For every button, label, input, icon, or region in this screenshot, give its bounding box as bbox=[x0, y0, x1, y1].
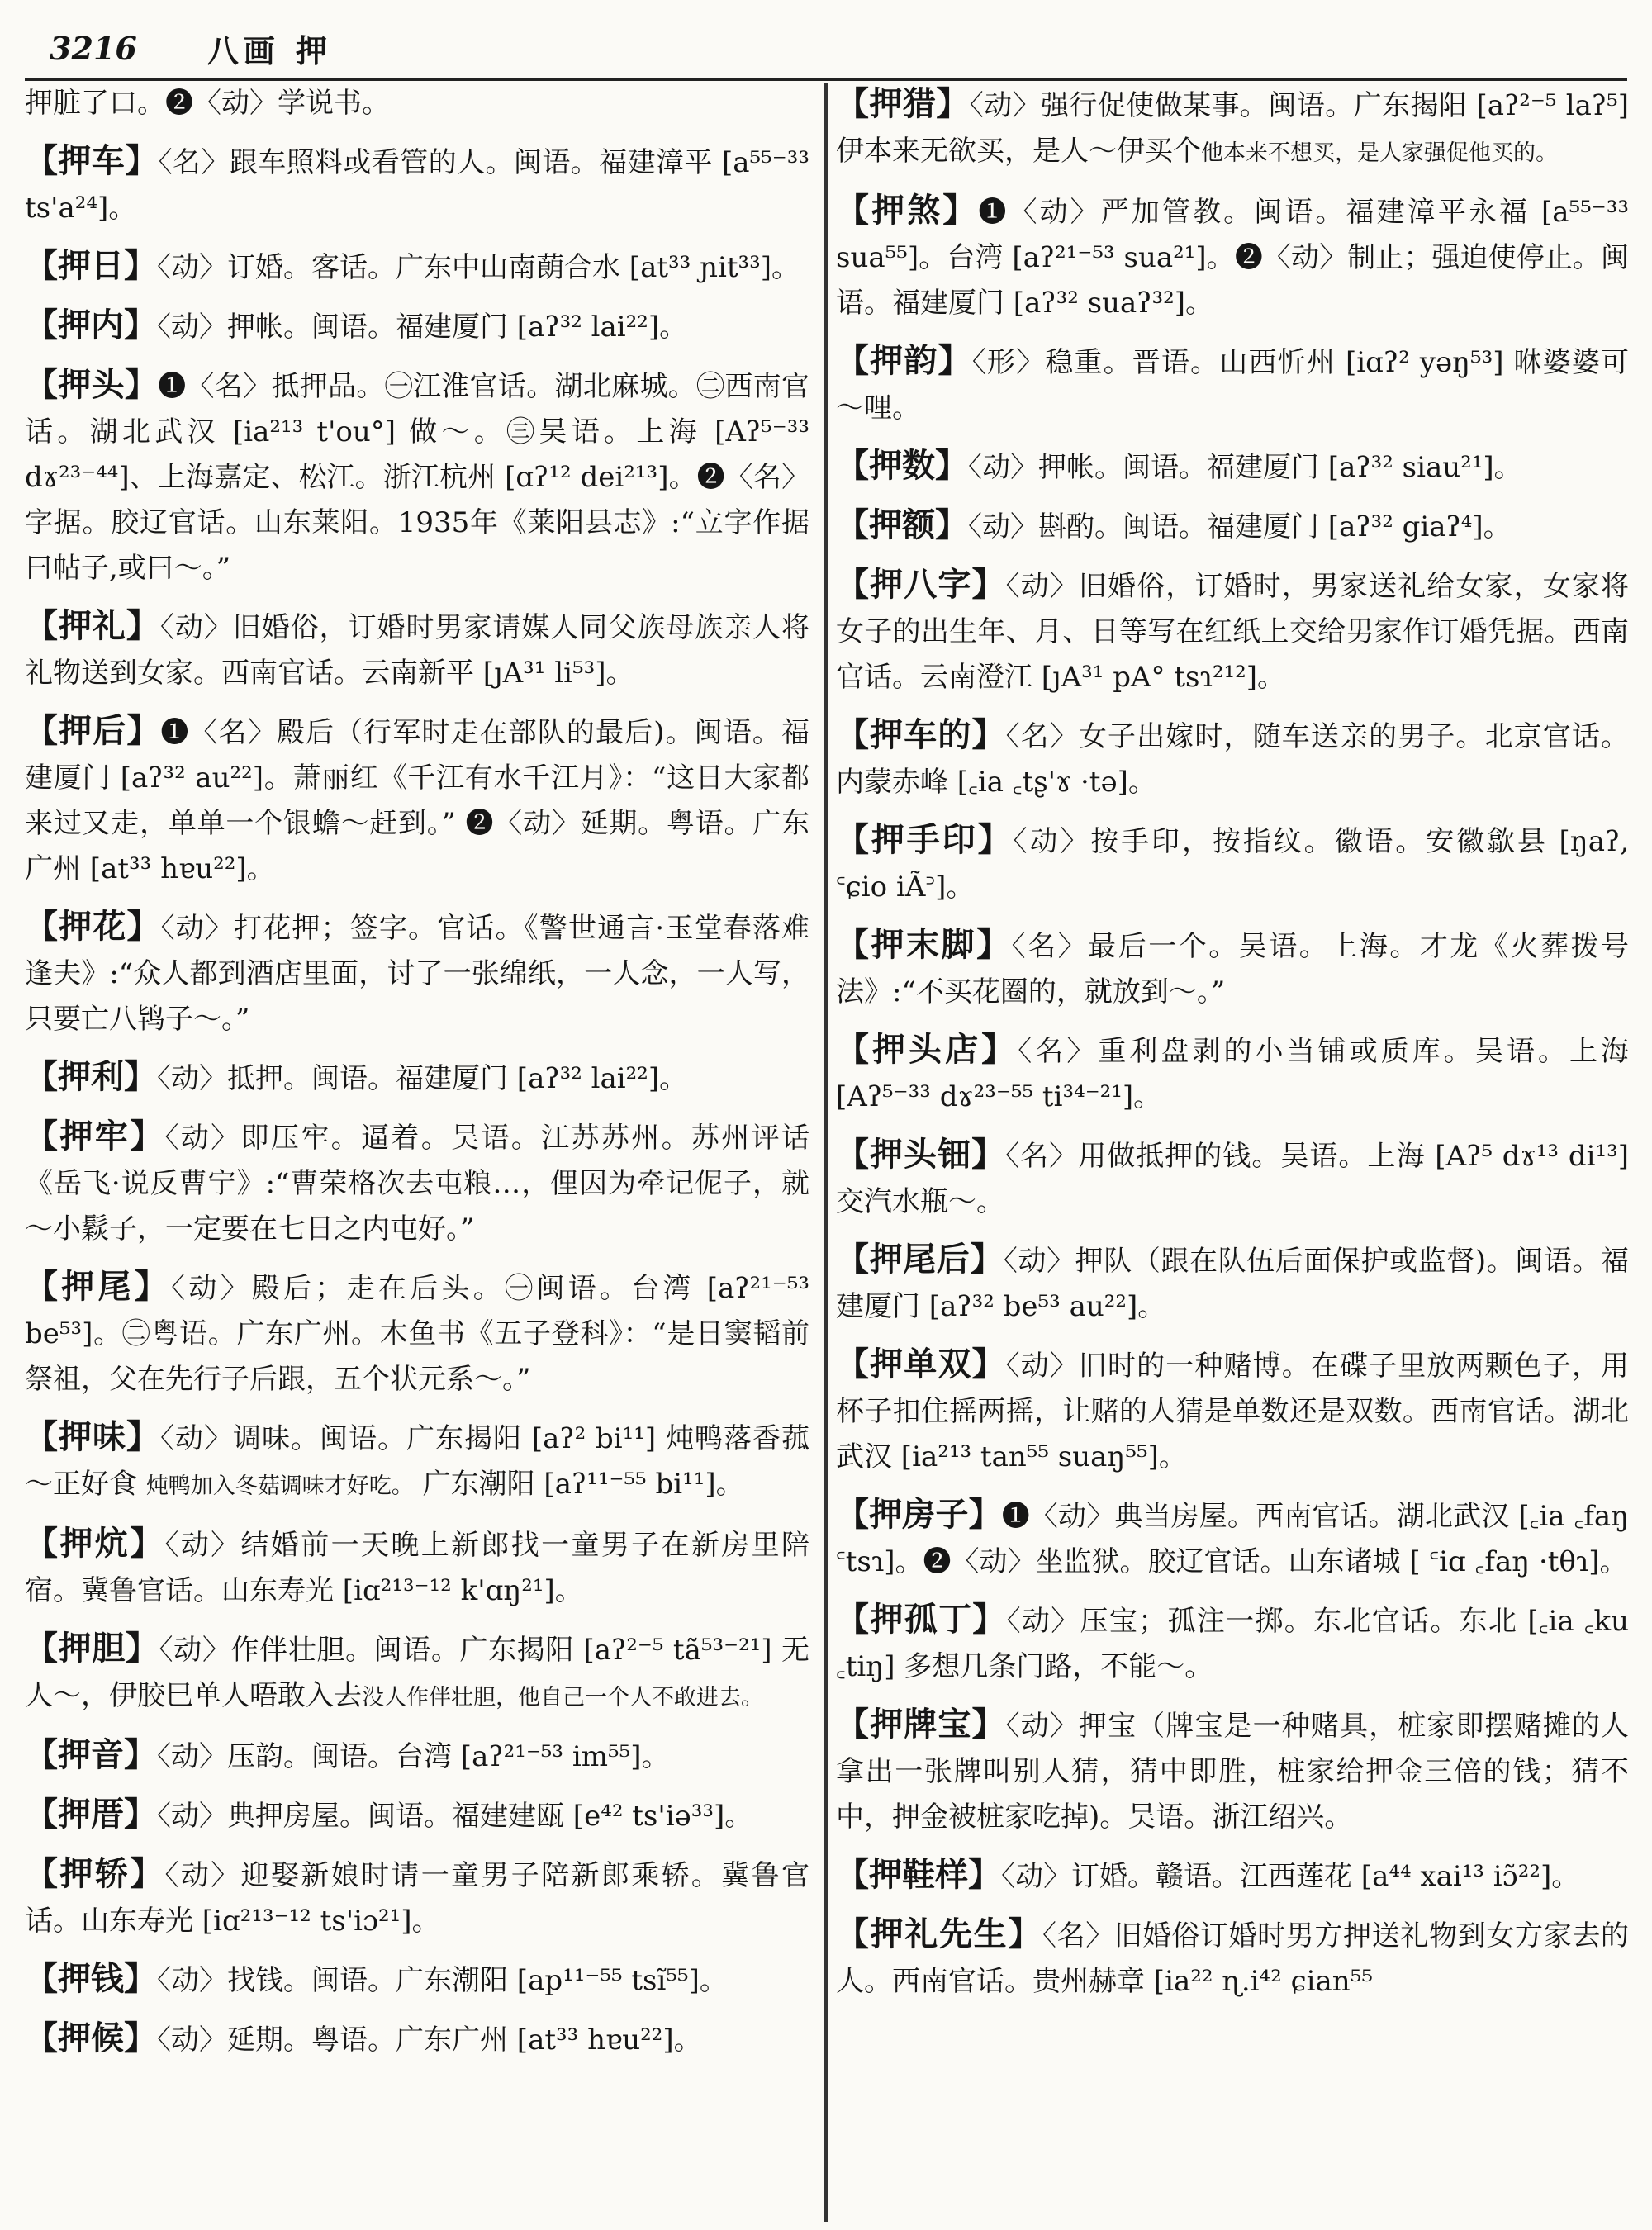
dictionary-entry bbox=[836, 338, 1629, 431]
dictionary-entry bbox=[25, 2015, 809, 2063]
definition: 〈动〉旧时的一种赌博。在碟子里放两颗色子，用杯子扣住摇两摇，让赌的人猜是单数还是双数。西南官话。湖北武汉 [ia²¹³ tan⁵⁵ suaŋ⁵⁵]。 bbox=[836, 1350, 1629, 1473]
headword: 【押礼】 bbox=[25, 606, 160, 645]
gloss: 炖鸭加入冬菇调味才好吃。 bbox=[145, 1473, 414, 1499]
definition: 〈动〉延期。粤语。广东广州 [at³³ hɐu²²]。 bbox=[157, 2024, 702, 2057]
definition: 〈形〉稳重。晋语。山西忻州 [iɑʔ² yəŋ⁵³] 咻婆婆可～哩。 bbox=[836, 346, 1630, 425]
dictionary-entry bbox=[25, 1791, 809, 1839]
headword: 【押胆】 bbox=[25, 1629, 159, 1668]
definition: ❶〈动〉严加管教。闽语。福建漳平永福 [a⁵⁵⁻³³ sua⁵⁵]。台湾 [aʔ²¹⁻⁵³ sua²¹]。❷〈动〉制止；强迫使停止。闽语。福建厦门 [aʔ³² suaʔ³²]。 bbox=[836, 196, 1630, 320]
headword: 【押礼先生】 bbox=[836, 1914, 1042, 1953]
definition: 〈名〉女子出嫁时，随车送亲的男子。北京官话。内蒙赤峰 [꜀ia ꜀tʂ'ɤ ·tə]。 bbox=[836, 720, 1629, 799]
headword: 【押音】 bbox=[25, 1735, 157, 1774]
right-column bbox=[836, 81, 1629, 2016]
headword: 【押孤丁】 bbox=[836, 1600, 1007, 1639]
headword: 【押炕】 bbox=[25, 1524, 165, 1563]
definition: 〈动〉旧婚俗，订婚时男家请媒人同父族母族亲人将礼物送到女家。西南官话。云南新平 [ȷA³¹ li⁵³]。 bbox=[25, 611, 810, 690]
headword: 【押房子】 bbox=[836, 1495, 1002, 1534]
left-column bbox=[25, 81, 809, 2075]
headword: 【押头钿】 bbox=[836, 1135, 1006, 1174]
dictionary-entry bbox=[836, 187, 1629, 326]
definition: 〈动〉结婚前一天晚上新郎找一童男子在新房里陪宿。冀鲁官话。山东寿光 [iɑ²¹³⁻¹² k'ɑŋ²¹]。 bbox=[25, 1529, 810, 1607]
definition: 〈名〉用做抵押的钱。吴语。上海 [Aʔ⁵ dɤ¹³ di¹³] 交汽水瓶～。 bbox=[836, 1140, 1630, 1218]
dictionary-entry bbox=[836, 502, 1629, 550]
definition: 〈动〉典押房屋。闽语。福建建瓯 [e⁴² ts'iə³³]。 bbox=[157, 1800, 753, 1833]
dictionary-entry bbox=[25, 1851, 809, 1944]
definition: 〈动〉迎娶新娘时请一童男子陪新郎乘轿。冀鲁官话。山东寿光 [iɑ²¹³⁻¹² ts'iɔ²¹]。 bbox=[25, 1859, 810, 1938]
page-header bbox=[50, 23, 1619, 73]
dictionary-entry bbox=[836, 712, 1629, 805]
dictionary-entry bbox=[836, 1027, 1629, 1120]
gloss: 没人作伴壮胆，他自己一个人不敢进去。 bbox=[362, 1685, 763, 1710]
headword: 【押日】 bbox=[25, 246, 157, 285]
column-divider bbox=[824, 83, 828, 2222]
headword: 【押牌宝】 bbox=[836, 1705, 1006, 1744]
definition: 〈动〉压韵。闽语。台湾 [aʔ²¹⁻⁵³ im⁵⁵]。 bbox=[157, 1740, 670, 1773]
dictionary-entry bbox=[25, 708, 809, 892]
headword: 【押钱】 bbox=[25, 1959, 157, 1998]
definition: 〈名〉旧婚俗订婚时男方押送礼物到女方家去的人。西南官话。贵州赫章 [ia²² ɳ.i⁴² ɕian⁵⁵ bbox=[836, 1919, 1630, 1998]
headword: 【押手印】 bbox=[836, 820, 1014, 859]
headword: 【押味】 bbox=[25, 1417, 161, 1456]
definition: 〈动〉强行促使做某事。闽语。广东揭阳 [aʔ²⁻⁵ laʔ⁵] 伊本来无欲买，是人～伊买个 bbox=[836, 89, 1630, 168]
dictionary-entry bbox=[25, 1264, 809, 1402]
definition: 〈动〉调味。闽语。广东揭阳 [aʔ² bi¹¹] 炖鸭落香菰～正好食 bbox=[25, 1422, 810, 1501]
dictionary-entry bbox=[836, 1701, 1629, 1840]
headword: 【押尾后】 bbox=[836, 1240, 1004, 1279]
definition: 〈动〉按手印，按指纹。徽语。安徽歙县 [ŋaʔ, ꜂ɕio iÃ꜄]。 bbox=[836, 825, 1630, 904]
dictionary-entry bbox=[836, 1911, 1629, 2005]
dictionary-entry bbox=[836, 817, 1629, 910]
dictionary-entry bbox=[836, 1597, 1629, 1690]
definition: 〈动〉押宝（牌宝是一种赌具，桩家即摆赌摊的人拿出一张牌叫别人猜，猜中即胜，桩家给押金三倍的钱；猜不中，押金被桩家吃掉)。吴语。浙江绍兴。 bbox=[836, 1710, 1629, 1834]
dictionary-entry bbox=[25, 1054, 809, 1102]
headword: 【押车的】 bbox=[836, 715, 1006, 754]
definition: 〈动〉旧婚俗，订婚时，男家送礼给女家，女家将女子的出生年、月、日等写在红纸上交给男家作订婚凭据。西南官话。云南澄江 [ȷA³¹ pA° tsɿ²¹²]。 bbox=[836, 570, 1629, 694]
gloss: 他本来不想买，是人家强促他买的。 bbox=[1201, 140, 1558, 166]
page-number: 3216 bbox=[50, 29, 137, 67]
dictionary-entry bbox=[25, 904, 809, 1042]
headword: 【押候】 bbox=[25, 2019, 157, 2057]
definition: 〈动〉押帐。闽语。福建厦门 [aʔ³² lai²²]。 bbox=[157, 311, 688, 344]
definition: 〈动〉作伴壮胆。闽语。广东揭阳 [aʔ²⁻⁵ tã⁵³⁻²¹] 无人～，伊胶巳单人唔敢入去 bbox=[25, 1634, 810, 1712]
definition-tail: 广东潮阳 [aʔ¹¹⁻⁵⁵ bi¹¹]。 bbox=[422, 1468, 744, 1501]
headword: 【押韵】 bbox=[836, 341, 972, 380]
definition: 〈动〉订婚。赣语。江西莲花 [a⁴⁴ xai¹³ iɔ̃²²]。 bbox=[1001, 1860, 1580, 1893]
definition: ❶〈动〉典当房屋。西南官话。湖北武汉 [꜀ia ꜀faŋ ꜂tsɿ]。❷〈动〉坐监狱。胶辽官话。山东诸城 [ ꜂iɑ ꜀faŋ ·tθɿ]。 bbox=[836, 1500, 1630, 1578]
definition: 〈动〉即压牢。逼着。吴语。江苏苏州。苏州评话《岳飞·说反曹宁》:“曹荣格次去屯粮…，俚因为牵记伲子，就～小鬏子，一定要在七日之内屯好。” bbox=[25, 1122, 810, 1245]
headword: 【押鞋样】 bbox=[836, 1855, 1001, 1894]
definition: 〈动〉找钱。闽语。广东潮阳 [ap¹¹⁻⁵⁵ tsĩ⁵⁵]。 bbox=[157, 1964, 728, 1997]
dictionary-entry bbox=[836, 1852, 1629, 1900]
definition: 〈动〉押队（跟在队伍后面保护或监督)。闽语。福建厦门 [aʔ³² be⁵³ au²²]。 bbox=[836, 1245, 1630, 1323]
dictionary-entry bbox=[836, 1236, 1629, 1330]
definition: ❶〈名〉抵押品。㊀江淮官话。湖北麻城。㊁西南官话。湖北武汉 [ia²¹³ t'ou°] 做～。㊂吴语。上海 [Aʔ⁵⁻³³ dɤ²³⁻⁴⁴]、上海嘉定、松江。浙江杭州 [ɑʔ¹² dei²¹³]。❷〈名〉字据。胶辽官话。山东莱阳。1935年《莱阳县志》:“立字作据曰帖子,或曰～。” bbox=[25, 370, 810, 585]
headword: 【押轿】 bbox=[25, 1854, 165, 1893]
definition: 〈动〉打花押；签字。官话。《警世通言·玉堂春落难逢夫》:“众人都到酒店里面，讨了一张绵纸，一人念，一人写，只要亡八鸨子～。” bbox=[25, 912, 809, 1036]
dictionary-entry bbox=[25, 1521, 809, 1614]
dictionary-entry bbox=[25, 138, 809, 231]
definition: 〈动〉订婚。客话。广东中山南蓢合水 [at³³ ɲit³³]。 bbox=[157, 251, 800, 284]
dictionary-entry bbox=[836, 1341, 1629, 1480]
definition: 〈名〉最后一个。吴语。上海。才龙《火葬拨号法》:“不买花圈的，就放到～。” bbox=[836, 930, 1630, 1008]
dictionary-entry bbox=[836, 1492, 1629, 1585]
definition: 〈动〉殿后；走在后头。㊀闽语。台湾 [aʔ²¹⁻⁵³ be⁵³]。㊁粤语。广东广州。木鱼书《五子登科》：“是日窦韬前祭祖，父在先行子后跟，五个状元系～。” bbox=[25, 1272, 810, 1396]
headword: 【押末脚】 bbox=[836, 925, 1012, 964]
definition: 〈名〉重利盘剥的小当铺或质库。吴语。上海 [Aʔ⁵⁻³³ dɤ²³⁻⁵⁵ ti³⁴⁻²¹]。 bbox=[836, 1035, 1630, 1113]
dictionary-entry bbox=[25, 1113, 809, 1252]
headword: 【押牢】 bbox=[25, 1117, 165, 1155]
dictionary-entry bbox=[836, 1132, 1629, 1225]
dictionary-entry bbox=[25, 243, 809, 291]
dictionary-entry bbox=[836, 922, 1629, 1015]
dictionary-entry bbox=[25, 1625, 809, 1720]
headword: 【押八字】 bbox=[836, 565, 1006, 604]
definition: 〈名〉跟车照料或看管的人。闽语。福建漳平 [a⁵⁵⁻³³ ts'a²⁴]。 bbox=[25, 146, 810, 225]
headword: 【押内】 bbox=[25, 306, 157, 344]
definition: ❶〈名〉殿后（行军时走在部队的最后)。闽语。福建厦门 [aʔ³² au²²]。萧丽红《千江有水千江月》：“这日大家都来过又走，单单一个银蟾～赶到。” ❷〈动〉延期。粤语。广东广州 [at³³ hɐu²²]。 bbox=[25, 716, 809, 885]
dictionary-entry bbox=[25, 1956, 809, 2004]
headword: 【押猎】 bbox=[836, 84, 970, 123]
dictionary-entry bbox=[836, 443, 1629, 491]
dictionary-entry bbox=[836, 562, 1629, 700]
headword: 【押头店】 bbox=[836, 1030, 1018, 1069]
headword: 【押车】 bbox=[25, 141, 159, 180]
definition: 〈动〉压宝；孤注一掷。东北官话。东北 [꜀ia ꜀ku ꜀tiŋ] 多想几条门路，不能～。 bbox=[836, 1605, 1629, 1683]
headword: 【押后】 bbox=[25, 711, 161, 750]
headword: 【押利】 bbox=[25, 1057, 157, 1096]
headword: 【押煞】 bbox=[836, 191, 979, 230]
dictionary-entry bbox=[25, 302, 809, 350]
headword: 【押尾】 bbox=[25, 1267, 172, 1306]
dictionary-entry bbox=[25, 362, 809, 591]
dictionary-entry bbox=[25, 603, 809, 696]
headword: 【押数】 bbox=[836, 446, 968, 485]
definition: 〈动〉押帐。闽语。福建厦门 [aʔ³² siau²¹]。 bbox=[968, 451, 1522, 484]
headword: 【押厝】 bbox=[25, 1795, 157, 1834]
headword: 【押单双】 bbox=[836, 1345, 1006, 1383]
entry-continuation: 押脏了口。❷〈动〉学说书。 bbox=[25, 87, 390, 120]
dictionary-entry bbox=[25, 1732, 809, 1780]
definition: 〈动〉抵押。闽语。福建厦门 [aʔ³² lai²²]。 bbox=[157, 1062, 688, 1095]
headword: 【押花】 bbox=[25, 907, 161, 946]
section-title: 八画 押 bbox=[206, 31, 332, 69]
dictionary-entry bbox=[836, 81, 1629, 176]
headword: 【押头】 bbox=[25, 365, 159, 404]
definition: 〈动〉斟酌。闽语。福建厦门 [aʔ³² giaʔ⁴]。 bbox=[968, 510, 1512, 543]
dictionary-entry bbox=[25, 1414, 809, 1509]
headword: 【押额】 bbox=[836, 505, 968, 544]
